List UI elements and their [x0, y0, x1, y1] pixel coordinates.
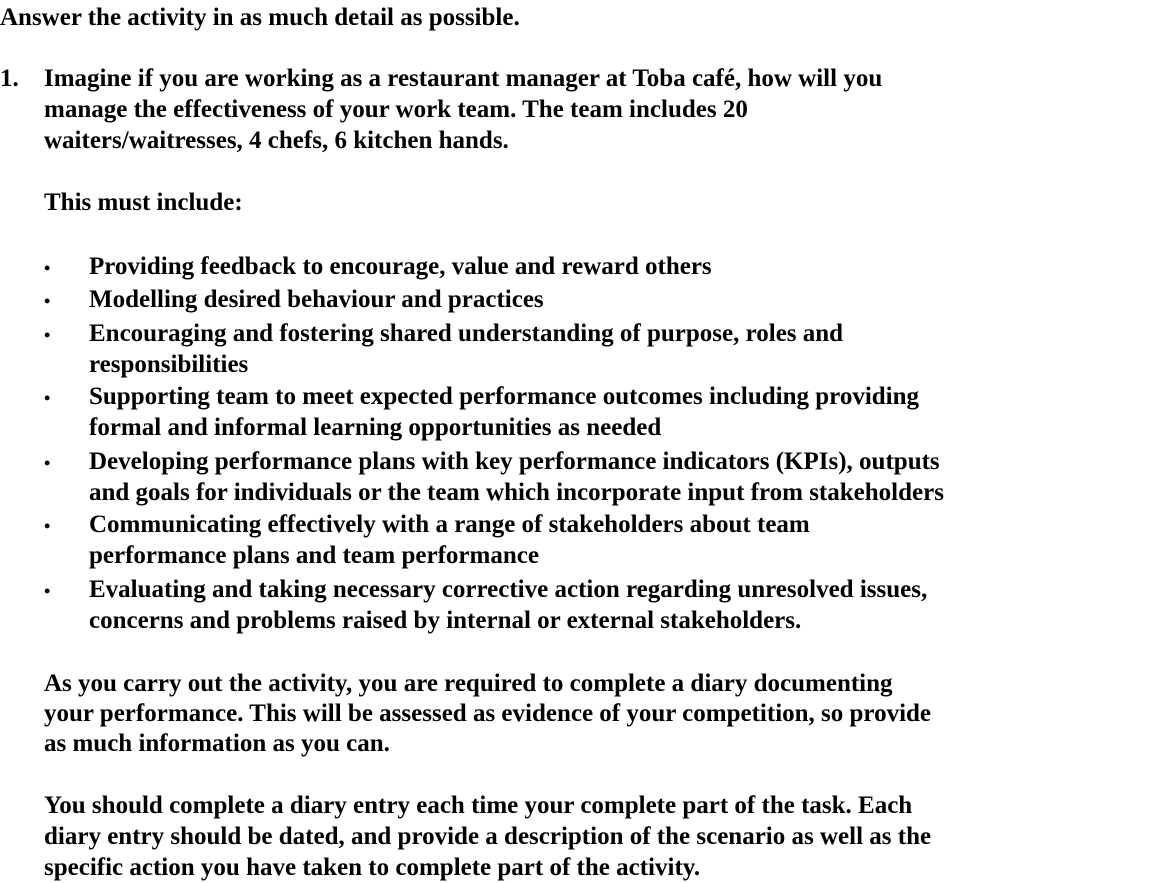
- bullet-item-text: and goals for individuals or the team which incorporate input from stakeholders: [89, 479, 944, 506]
- bullet-icon: •: [44, 581, 51, 601]
- bullet-icon: •: [44, 516, 51, 536]
- bullet-item-text: concerns and problems raised by internal or external stakeholders.: [89, 607, 802, 634]
- bullet-icon: •: [44, 325, 51, 345]
- bullet-icon: •: [44, 258, 51, 278]
- bullet-item-text: Communicating effectively with a range of stakeholders about team: [89, 511, 810, 538]
- bullet-item-text: Encouraging and fostering shared understanding of purpose, roles and: [89, 320, 844, 347]
- bullet-item-text: Supporting team to meet expected performance outcomes including providing: [89, 383, 920, 410]
- bullet-item-text: Providing feedback to encourage, value and reward others: [89, 253, 712, 280]
- bullet-item-text: Evaluating and taking necessary corrective action regarding unresolved issues,: [89, 576, 928, 603]
- diary-paragraph-line: your performance. This will be assessed as evidence of your competition, so provide: [44, 700, 932, 727]
- entry-paragraph-line: You should complete a diary entry each time your complete part of the task. Each: [44, 792, 913, 819]
- question-line: manage the effectiveness of your work team. The team includes 20: [44, 96, 748, 123]
- diary-paragraph-line: as much information as you can.: [44, 730, 390, 757]
- bullet-icon: •: [44, 388, 51, 408]
- bullet-item-text: Developing performance plans with key performance indicators (KPIs), outputs: [89, 448, 940, 475]
- question-line: Imagine if you are working as a restaurant manager at Toba café, how will you: [44, 65, 883, 92]
- instruction-text: Answer the activity in as much detail as possible.: [0, 4, 520, 31]
- bullet-item-text: responsibilities: [89, 351, 249, 378]
- bullet-item-text: formal and informal learning opportunities as needed: [89, 414, 662, 441]
- question-line: waiters/waitresses, 4 chefs, 6 kitchen hands.: [44, 127, 509, 154]
- bullet-icon: •: [44, 291, 51, 311]
- bullet-icon: •: [44, 453, 51, 473]
- bullet-item-text: Modelling desired behaviour and practices: [89, 286, 544, 313]
- must-include-heading: This must include:: [44, 189, 243, 216]
- bullet-item-text: performance plans and team performance: [89, 542, 539, 569]
- entry-paragraph-line: specific action you have taken to complete part of the activity.: [44, 854, 701, 881]
- entry-paragraph-line: diary entry should be dated, and provide a description of the scenario as well as the: [44, 823, 932, 850]
- diary-paragraph-line: As you carry out the activity, you are required to complete a diary documenting: [44, 670, 893, 697]
- question-number: 1.: [0, 65, 19, 92]
